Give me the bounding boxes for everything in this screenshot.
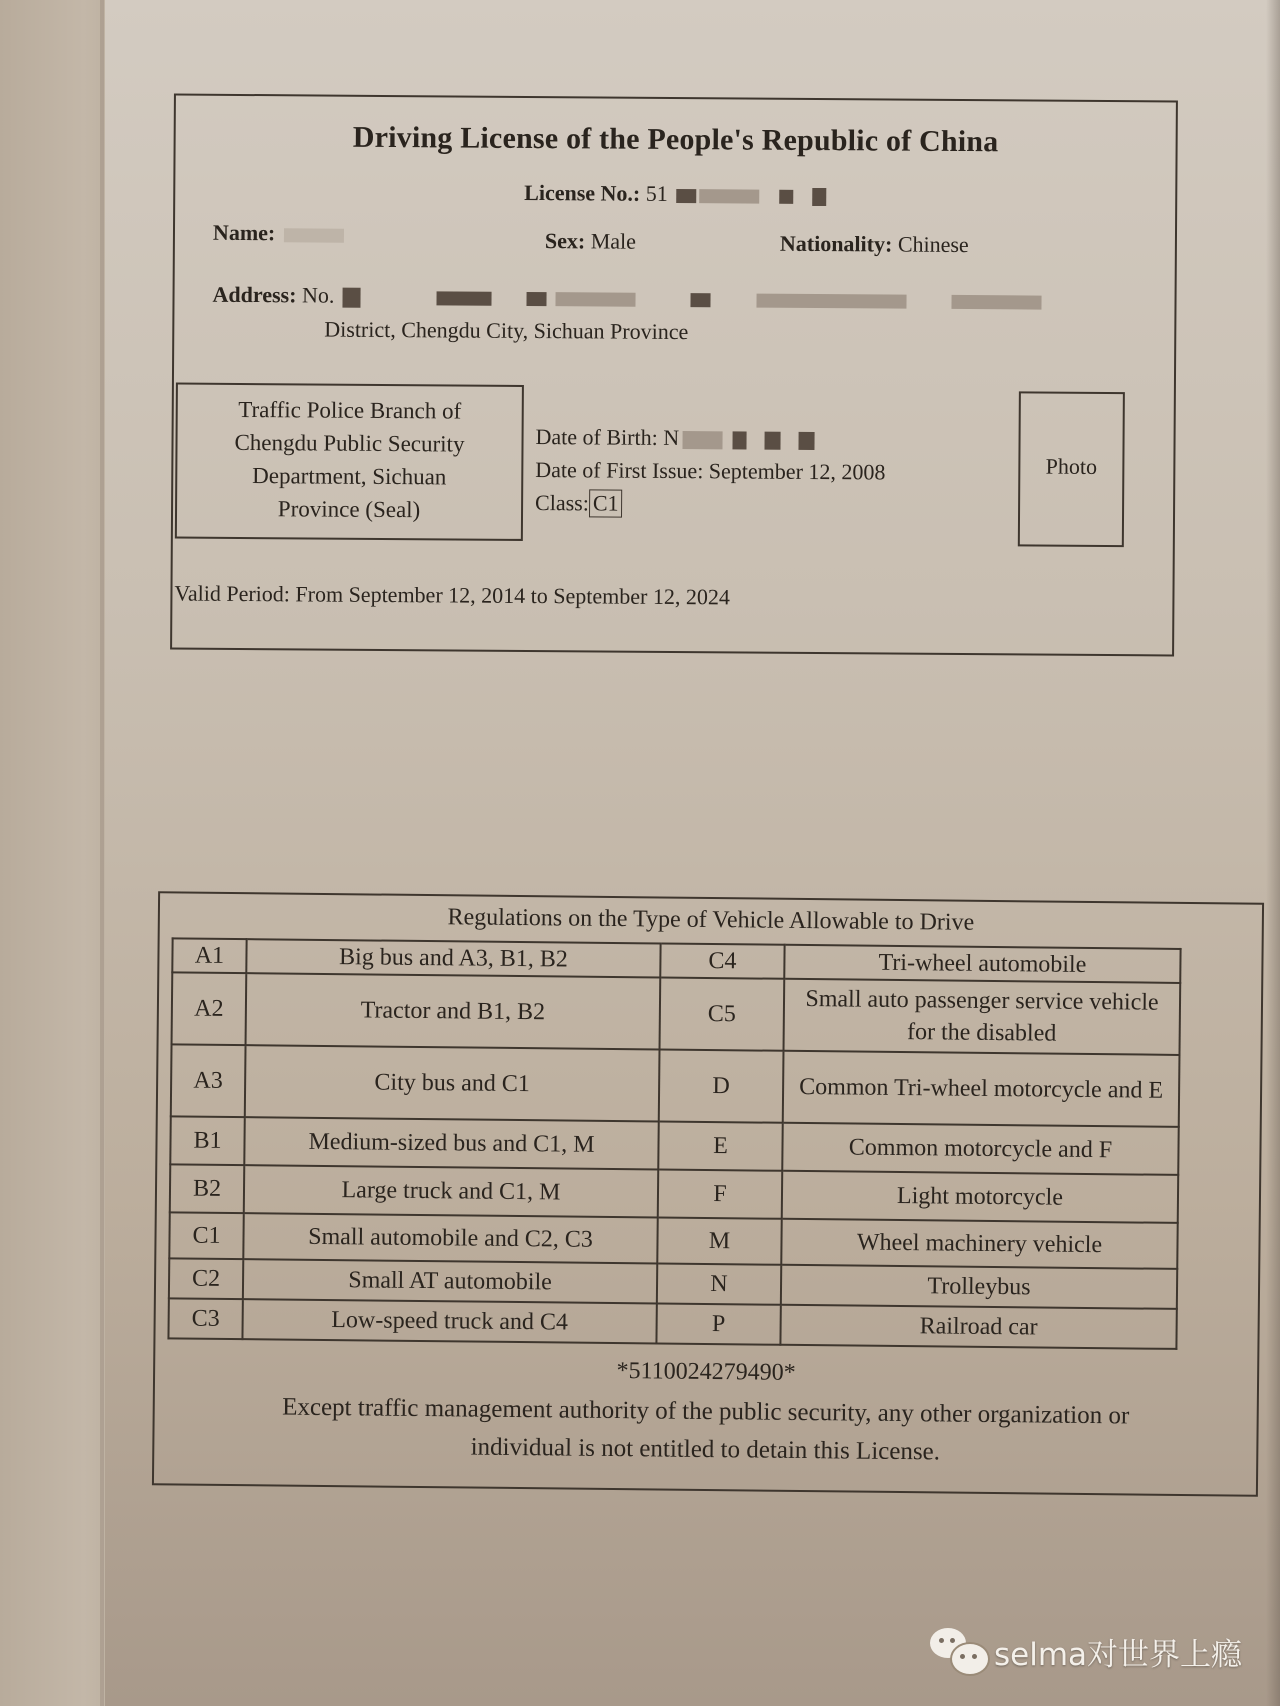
page-right-edge [1266, 0, 1280, 1706]
nationality-label: Nationality: [779, 230, 893, 257]
redaction-block [699, 189, 759, 203]
class-description: Light motorcycle [782, 1171, 1178, 1223]
class-label: Class: [535, 490, 589, 516]
class-description: Common Tri-wheel motorcycle and E [783, 1051, 1180, 1127]
nationality-value: Chinese [897, 231, 969, 258]
seal-line: Chengdu Public Security [234, 429, 465, 457]
class-description: Common motorcycle and F [782, 1123, 1178, 1175]
seal-line: Department, Sichuan [252, 463, 447, 490]
class-code: C5 [660, 977, 785, 1050]
redaction-block [676, 189, 696, 203]
notice-line: individual is not entitled to detain this License. [470, 1433, 941, 1466]
class-code: A2 [172, 972, 247, 1045]
class-description: Large truck and C1, M [244, 1165, 658, 1217]
page-left-edge [0, 0, 105, 1706]
class-code: F [658, 1169, 782, 1218]
class-code: D [659, 1049, 784, 1122]
dob-value: N [663, 424, 680, 451]
license-title: Driving License of the People's Republic of China [352, 120, 999, 159]
sex-value: Male [590, 228, 637, 254]
class-code: C2 [169, 1258, 243, 1299]
class-value: C1 [589, 489, 623, 517]
date-of-first-issue [535, 453, 885, 488]
redaction-block [812, 188, 826, 206]
photo-placeholder: Photo [1018, 391, 1125, 547]
class-code: A3 [171, 1044, 246, 1117]
class-code: A1 [172, 938, 246, 973]
license-number-label: License No.: [524, 179, 641, 206]
regulations-title: Regulations on the Type of Vehicle Allowable to Drive [447, 904, 975, 936]
class-code: C3 [168, 1298, 242, 1339]
class-description: Tractor and B1, B2 [246, 973, 661, 1049]
class-code: P [656, 1303, 780, 1344]
dob-label: Date of Birth: [535, 424, 658, 450]
redaction-block [527, 292, 547, 306]
notice-line: Except traffic management authority of the public security, any other organization or [282, 1393, 1130, 1430]
address-value: No. [301, 282, 335, 308]
license-back-box [152, 891, 1264, 1497]
class-description: Railroad car [780, 1305, 1176, 1349]
class-description: Small AT automobile [243, 1259, 657, 1303]
redaction-block [682, 431, 722, 449]
valid-period: Valid Period: From September 12, 2014 to September 12, 2024 [174, 580, 730, 610]
class-description: Small auto passenger service vehicle for the disabled [784, 979, 1181, 1055]
license-number-value: 51 [645, 180, 668, 206]
license-front-box [170, 94, 1178, 657]
watermark-text: selma对世界上瘾 [994, 1636, 1243, 1673]
detention-notice [184, 1388, 1227, 1475]
class-code: B2 [170, 1164, 244, 1213]
class-code: N [657, 1263, 781, 1304]
barcode-number: *5110024279490* [616, 1358, 796, 1386]
redaction-block [436, 291, 491, 305]
sex-field [545, 228, 636, 255]
redaction-block [555, 292, 635, 307]
watermark [930, 1628, 1242, 1674]
class-code: B1 [170, 1116, 244, 1165]
wechat-icon [930, 1628, 988, 1674]
seal-line: Traffic Police Branch of [238, 396, 462, 424]
redaction-block [732, 431, 746, 449]
class-description: Trolleybus [781, 1265, 1177, 1309]
address-label: Address: [212, 281, 297, 308]
class-description: City bus and C1 [245, 1045, 660, 1121]
table-row [172, 972, 1181, 1055]
sex-label: Sex: [544, 228, 586, 254]
name-field [213, 220, 344, 247]
redaction-block [756, 294, 906, 309]
nationality-field [780, 231, 969, 258]
license-number [175, 178, 1175, 211]
class-code: E [658, 1121, 782, 1170]
class-description: Medium-sized bus and C1, M [244, 1117, 658, 1169]
table-row [171, 1044, 1180, 1127]
class-description: Small automobile and C2, C3 [243, 1213, 657, 1263]
class-code: C1 [169, 1212, 243, 1259]
redaction-block [779, 190, 793, 204]
class-description: Tri-wheel automobile [784, 945, 1180, 983]
redaction-block [764, 432, 780, 450]
vehicle-class-table [167, 937, 1181, 1350]
redaction-block [952, 295, 1042, 310]
class-code: M [657, 1217, 781, 1264]
seal-line: Province (Seal) [277, 496, 421, 523]
page-fold [100, 0, 104, 1706]
first-issue-label: Date of First Issue: [535, 457, 704, 484]
address-line-2: District, Chengdu City, Sichuan Province [324, 316, 689, 345]
address-field [212, 282, 1042, 314]
issuing-authority-seal [175, 383, 524, 541]
license-class [535, 486, 885, 521]
name-label: Name: [212, 219, 276, 246]
license-details [535, 420, 886, 521]
redaction-block [798, 432, 814, 450]
class-description: Big bus and A3, B1, B2 [246, 939, 660, 977]
class-description: Low-speed truck and C4 [242, 1299, 656, 1343]
redaction-block [284, 228, 344, 242]
class-description: Wheel machinery vehicle [781, 1219, 1177, 1269]
class-code: C4 [660, 943, 784, 978]
date-of-birth [535, 420, 885, 455]
redaction-block [691, 293, 711, 307]
redaction-block [343, 288, 361, 308]
first-issue-value: September 12, 2008 [708, 458, 886, 485]
